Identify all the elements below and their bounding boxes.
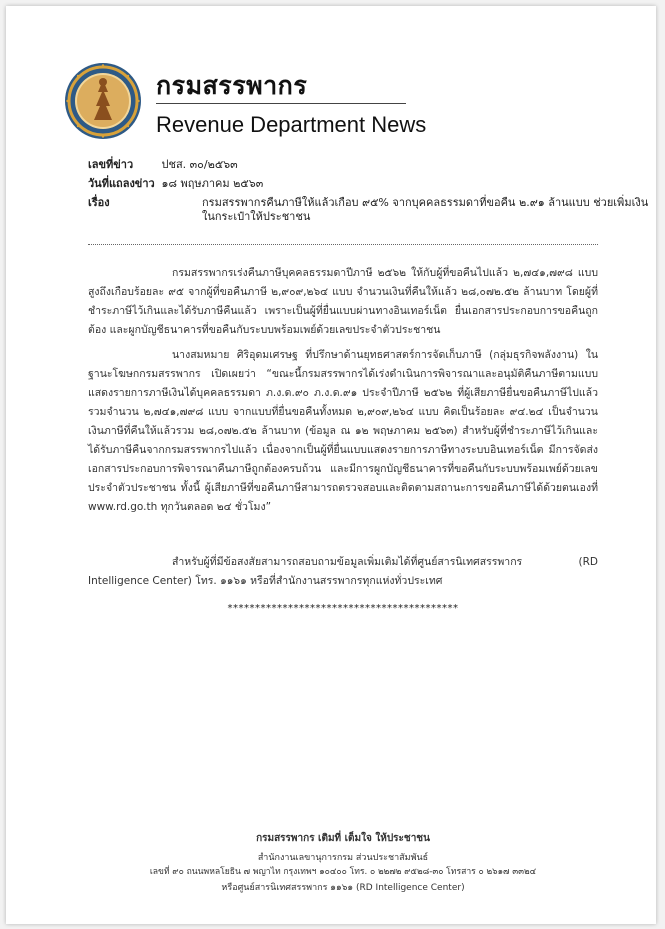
subject-label: เรื่อง bbox=[88, 196, 110, 209]
body-paragraph-2: นางสมหมาย ศิริอุดมเศรษฐ ที่ปรึกษาด้านยุทธศาสตร์การจัดเก็บภาษี (กลุ่มธุรกิจพลังงาน) ในฐานะโฆษกกรมสรรพากร เปิดเผยว่า “ขณะนี้กรมสรรพากรได้เร่งดำเนินการพิจารณาและอนุมัติคืนภาษีตามแบบแสดงรายการภาษีเงินได้บุคคลธรรมดา ภ.ง.ด.๙๐ ภ.ง.ด.๙๑ ประจำปีภาษี ๒๕๖๒ ที่ผู้เสียภาษียื่นขอคืนภาษีไปแล้วรวมจำนวน ๒,๗๔๑,๗๙๘ แบบ จากแบบที่ยื่นขอคืนทั้งหมด ๒,๙๐๙,๒๖๔ แบบ คิดเป็นร้อยละ ๙๔.๒๔ เป็นจำนวนเงินภาษีที่คืนให้แล้วรวม ๒๘,๐๗๒.๕๒ ล้านบาท (ข้อมูล ณ ๑๒ พฤษภาคม ๒๕๖๓) สำหรับผู้ที่ชำระภาษีไว้เกินและได้รับภาษีคืนจากกรมสรรพากรไปแล้ว เนื่องจากเป็นผู้ที่ยื่นแบบแสดงรายการภาษีทางระบบอินเทอร์เน็ต มีการจัดส่งเอกสารประกอบการพิจารณาคืนภาษีถูกต้องครบถ้วน และมีการผูกบัญชีธนาคารที่ขอคืนกับระบบพร้อมเพย์ด้วยเลขประจำตัวประชาชน ทั้งนี้ ผู้เสียภาษีที่ขอคืนภาษีสามารถตรวจสอบและติดตามสถานะการขอคืนภาษีได้ด้วยตนเองที่ www.rd.go.th ทุกวันตลอด ๒๔ ชั่วโมง” bbox=[88, 349, 598, 513]
subject-row bbox=[88, 196, 649, 223]
body-paragraph-1: กรมสรรพากรเร่งคืนภาษีบุคคลธรรมดาปีภาษี ๒๕๖๒ ให้กับผู้ที่ขอคืนไปแล้ว ๒,๗๔๑,๗๙๘ แบบ สูงถึงเกือบร้อยละ ๙๕ จากผู้ที่ขอคืนภาษี ๒,๙๐๙,๒๖๔ แบบ จำนวนเงินที่คืนให้แล้ว ๒๘,๐๗๒.๕๒ ล้านบาท โดยผู้ที่ชำระภาษีไว้เกินและได้รับภาษีคืนแล้ว เพราะเป็นผู้ที่ยื่นแบบผ่านทางอินเทอร์เน็ต ยื่นเอกสารประกอบการขอคืนถูกต้อง และผูกบัญชีธนาคารที่ขอคืนกับระบบพร้อมเพย์ด้วยเลขประจำตัวประชาชน bbox=[88, 267, 598, 336]
section-divider bbox=[88, 244, 598, 245]
subject-value: กรมสรรพากรคืนภาษีให้แล้วเกือบ ๙๕% จากบุคคลธรรมดาที่ขอคืน ๒.๙๑ ล้านแบบ ช่วยเพิ่มเงินในกระเป๋าให้ประชาชน bbox=[202, 196, 649, 223]
body-paragraph-3: สำหรับผู้ที่มีข้อสงสัยสามารถสอบถามข้อมูลเพิ่มเติมได้ที่ศูนย์สารนิเทศสรรพากร (RD Intelligence Center) โทร. ๑๑๖๑ หรือที่สำนักงานสรรพากรทุกแห่งทั่วประเทศ bbox=[88, 556, 598, 587]
end-separator: ****************************************** bbox=[227, 603, 459, 614]
footer-address: เลขที่ ๙๐ ถนนพหลโยธิน ๗ พญาไท กรุงเทพฯ ๑๐๔๐๐ โทร. ๐ ๒๒๗๒ ๙๕๒๘-๓๐ โทรสาร ๐ ๒๖๑๗ ๓๓๒๔ bbox=[149, 867, 537, 877]
footer-office: สำนักงานเลขานุการกรม ส่วนประชาสัมพันธ์ bbox=[257, 853, 429, 863]
footer-slogan: กรมสรรพากร เติมที่ เต็มใจ ให้ประชาชน bbox=[256, 833, 430, 844]
organization-name: กรมสรรพากร bbox=[156, 71, 308, 100]
news-number-label: เลขที่ข่าว bbox=[88, 158, 134, 171]
document-page bbox=[6, 6, 656, 924]
header-divider bbox=[156, 103, 406, 104]
news-title: Revenue Department News bbox=[156, 112, 427, 137]
release-date-value: ๑๘ พฤษภาคม ๒๕๖๓ bbox=[161, 177, 264, 190]
release-date-label: วันที่แถลงข่าว bbox=[88, 177, 155, 190]
footer-callcenter: หรือศูนย์สารนิเทศสรรพากร ๑๑๖๑ (RD Intelligence Center) bbox=[221, 883, 465, 893]
news-number-value: ปชส. ๓๐/๒๕๖๓ bbox=[161, 158, 238, 171]
revenue-department-seal-icon bbox=[64, 62, 142, 140]
news-number-row bbox=[88, 158, 238, 172]
release-date-row bbox=[88, 177, 263, 191]
